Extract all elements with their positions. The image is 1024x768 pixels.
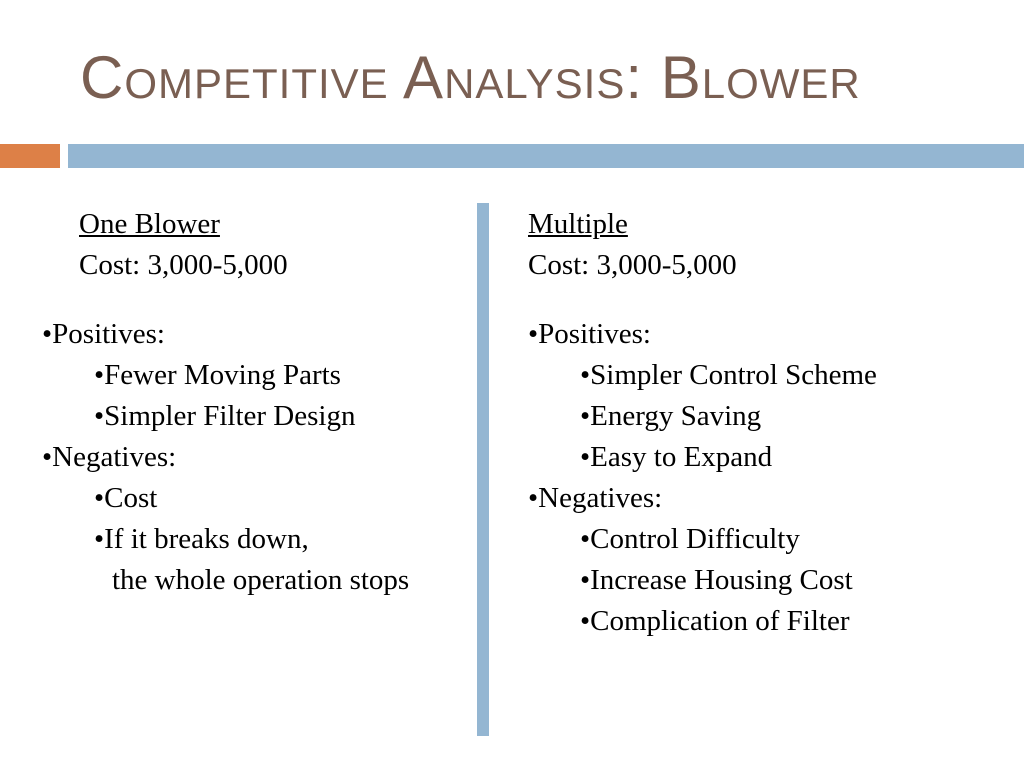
left-column	[42, 204, 409, 601]
column-divider	[477, 203, 489, 736]
accent-bar-orange	[0, 144, 60, 168]
right-heading: Multiple	[528, 208, 628, 240]
left-negative-item: •If it breaks down,	[94, 523, 309, 555]
accent-bar-blue	[68, 144, 1024, 168]
right-negative-item: •Control Difficulty	[580, 523, 800, 555]
left-negative-item: •Cost	[94, 482, 158, 514]
right-positive-item: •Simpler Control Scheme	[580, 359, 877, 391]
left-negative-continuation: the whole operation stops	[112, 564, 410, 596]
left-positive-item: •Simpler Filter Design	[94, 400, 356, 432]
slide-title: Competitive Analysis: Blower	[80, 44, 861, 111]
right-negatives-label: •Negatives:	[528, 482, 663, 514]
left-positives-label: •Positives:	[42, 318, 165, 350]
left-positive-item: •Fewer Moving Parts	[94, 359, 341, 391]
left-negatives-label: •Negatives:	[42, 441, 177, 473]
left-heading: One Blower	[79, 208, 220, 240]
right-positives-label: •Positives:	[528, 318, 651, 350]
right-negative-item: •Increase Housing Cost	[580, 564, 853, 596]
right-positive-item: •Energy Saving	[580, 400, 762, 432]
right-cost: Cost: 3,000-5,000	[528, 249, 737, 281]
left-cost: Cost: 3,000-5,000	[79, 249, 288, 281]
right-column	[528, 204, 877, 642]
right-negative-item: •Complication of Filter	[580, 605, 850, 637]
right-positive-item: •Easy to Expand	[580, 441, 773, 473]
